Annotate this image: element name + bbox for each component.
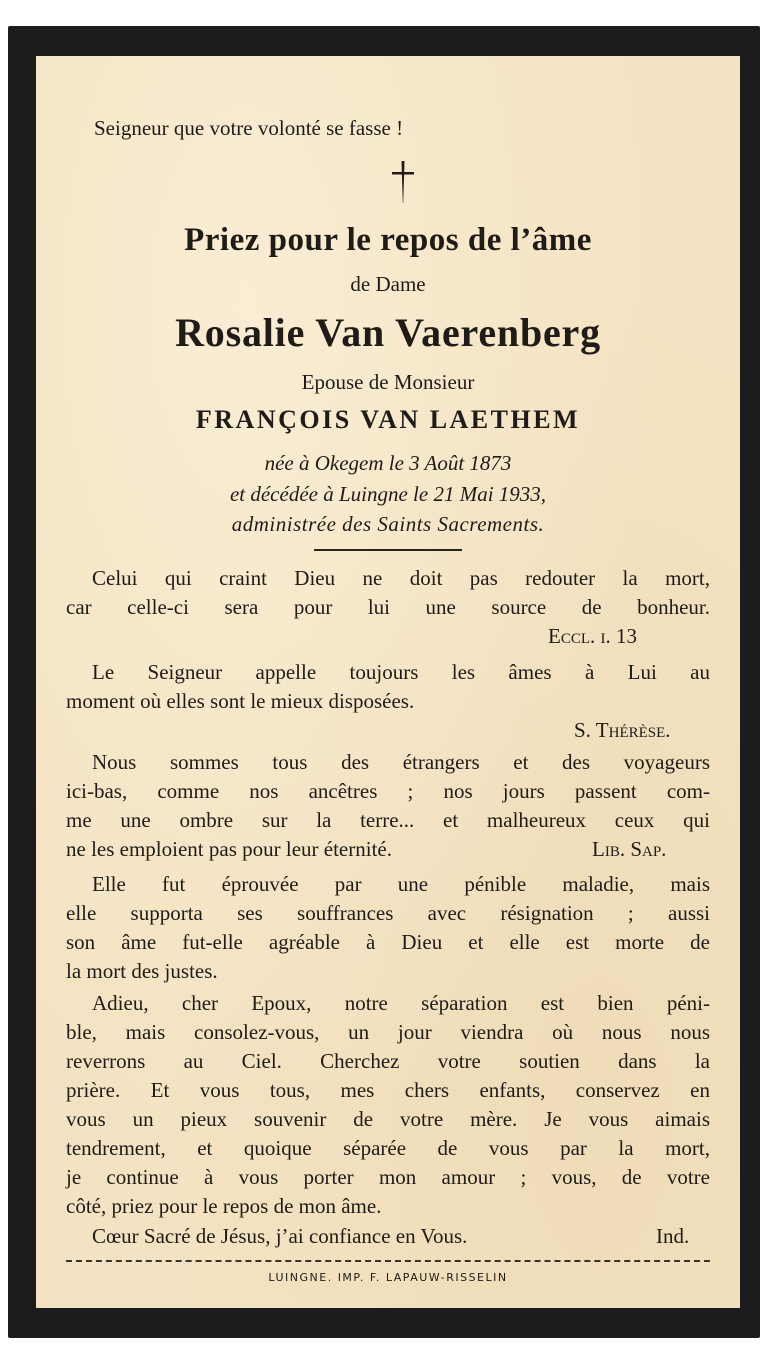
text-line: côté, priez pour le repos de mon âme. — [66, 1194, 382, 1218]
citation: Lib. Sap. — [592, 837, 667, 861]
death-line: et décédée à Luingne le 21 Mai 1933, — [229, 482, 547, 506]
indulgence-mark: Ind. — [656, 1224, 690, 1248]
separator-rule — [314, 549, 462, 551]
text-line: la mort des justes. — [66, 959, 218, 983]
citation: Eccl. i. 13 — [548, 624, 637, 648]
de-dame-label: de Dame — [350, 272, 426, 296]
text-line: son âme fut-elle agréable à Dieu et elle est morte de — [66, 930, 710, 954]
text-line: je continue à vous porter mon amour ; vous, de votre — [66, 1165, 710, 1189]
text-line: me une ombre sur la terre... et malheureux ceux qui — [66, 808, 710, 832]
text-line: car celle-ci sera pour lui une source de bonheur. — [66, 595, 710, 619]
spouse-intro: Epouse de Monsieur — [301, 370, 475, 394]
spouse-name: FRANÇOIS VAN LAETHEM — [195, 405, 581, 434]
prayer-heading: Priez pour le repos de l’âme — [184, 222, 592, 258]
text-line: tendrement, et quoique séparée de vous par la mort, — [66, 1136, 710, 1160]
text-line: prière. Et vous tous, mes chers enfants, conservez en — [66, 1078, 710, 1102]
birth-line: née à Okegem le 3 Août 1873 — [264, 451, 512, 475]
cross-icon — [390, 159, 416, 207]
sacraments-line: administrée des Saints Sacrements. — [231, 512, 545, 536]
text-line: moment où elles sont le mieux disposées. — [66, 689, 415, 713]
text-line: Adieu, cher Epoux, notre séparation est bien péni- — [92, 991, 710, 1015]
text-line: elle supporta ses souffrances avec résignation ; aussi — [66, 901, 710, 925]
text-line: Nous sommes tous des étrangers et des voyageurs — [92, 750, 710, 774]
footer-dashed-rule — [66, 1260, 710, 1262]
memorial-card — [36, 56, 740, 1308]
text-line: ble, mais consolez-vous, un jour viendra où nous nous — [66, 1020, 710, 1044]
closing-invocation: Cœur Sacré de Jésus, j’ai confiance en Vous. — [92, 1224, 468, 1248]
text-line: vous un pieux souvenir de votre mère. Je vous aimais — [66, 1107, 710, 1131]
text-line: ne les emploient pas pour leur éternité. — [66, 837, 392, 861]
invocation: Seigneur que votre volonté se fasse ! — [94, 116, 404, 140]
text-line: Elle fut éprouvée par une pénible maladie, mais — [92, 872, 710, 896]
text-line: Celui qui craint Dieu ne doit pas redouter la mort, — [92, 566, 710, 590]
printer-imprint: LUINGNE. IMP. F. LAPAUW-RISSELIN — [268, 1271, 508, 1284]
text-line: Le Seigneur appelle toujours les âmes à Lui au — [92, 660, 710, 684]
text-line: ici-bas, comme nos ancêtres ; nos jours passent com- — [66, 779, 710, 803]
deceased-name: Rosalie Van Vaerenberg — [175, 310, 601, 355]
citation: S. Thérèse. — [574, 718, 671, 742]
text-line: reverrons au Ciel. Cherchez votre soutien dans la — [66, 1049, 710, 1073]
